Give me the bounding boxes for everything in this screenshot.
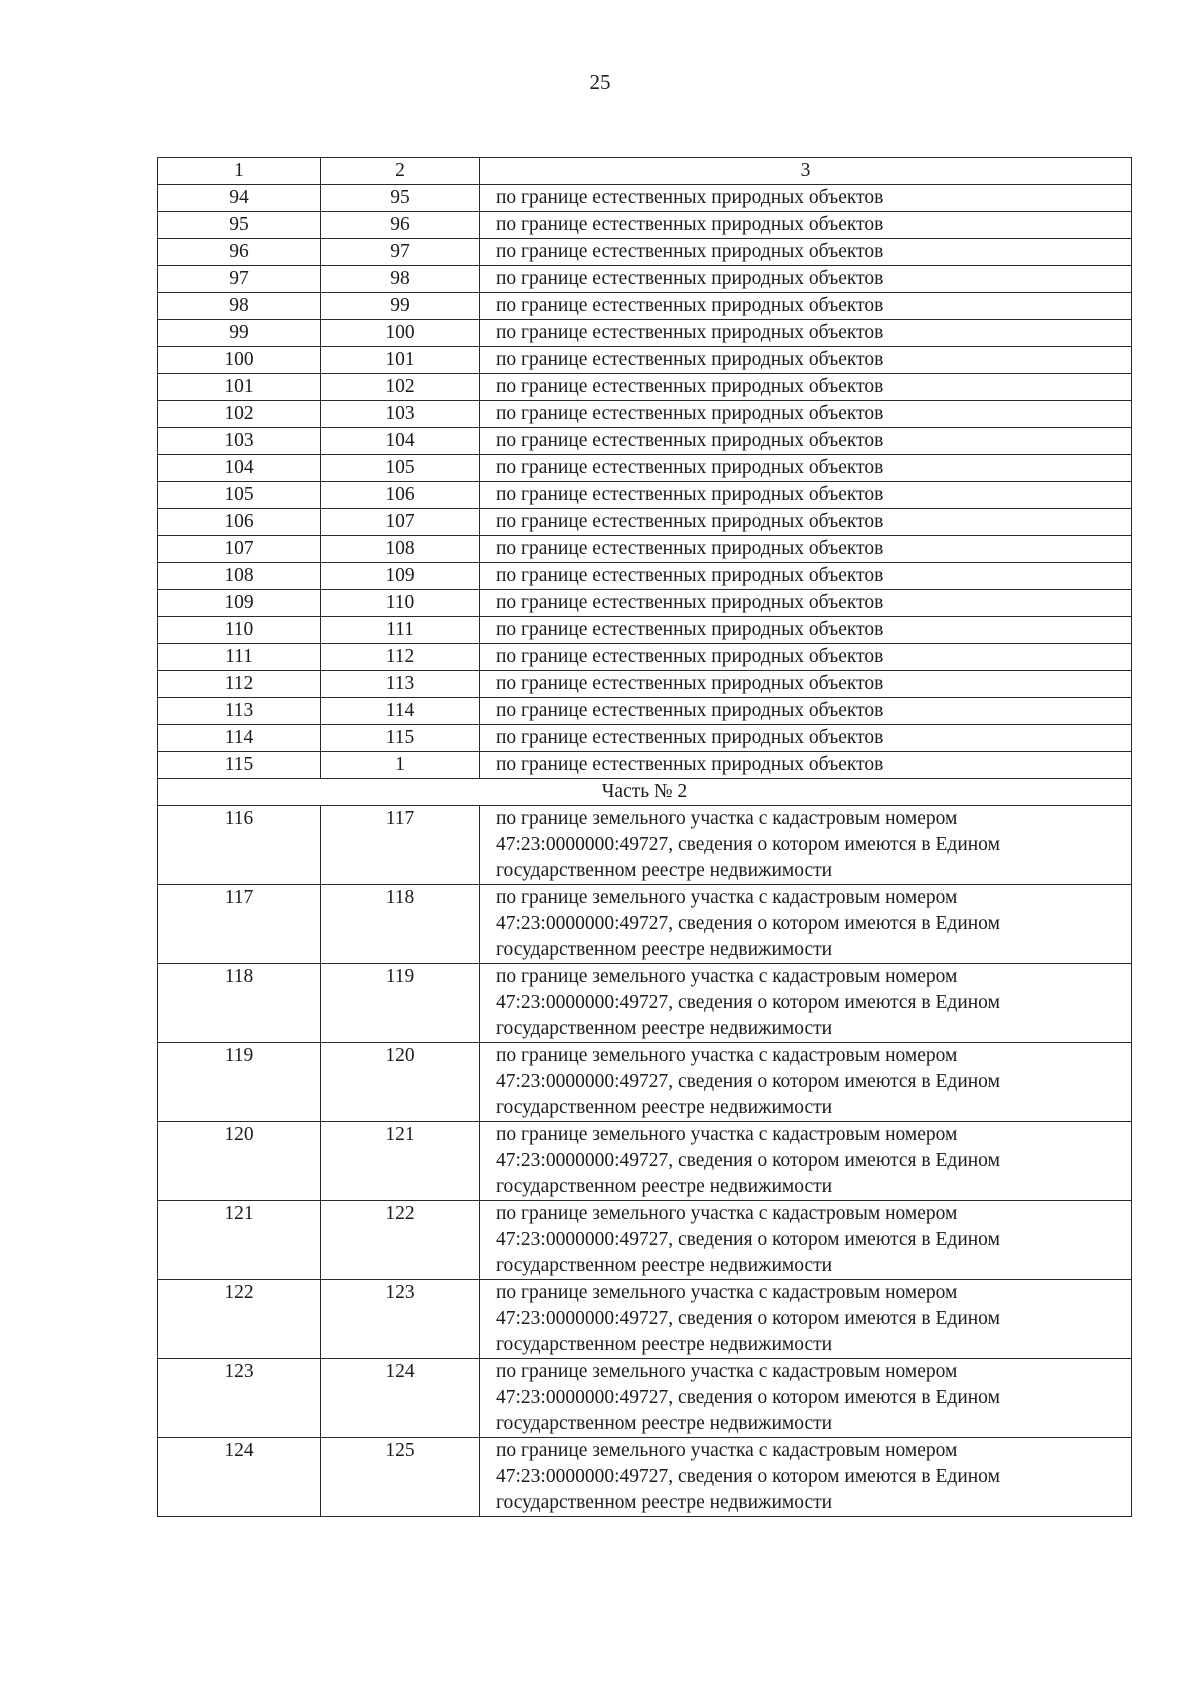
table-row [158, 590, 1132, 617]
point-to: 100 [321, 320, 480, 347]
table-row [158, 617, 1132, 644]
boundary-description: по границе естественных природных объектов [480, 428, 1132, 455]
point-to: 105 [321, 455, 480, 482]
point-from: 100 [158, 347, 321, 374]
description-line: 47:23:0000000:49727, сведения о котором имеются в Едином [496, 1150, 1000, 1171]
description-line: по границе земельного участка с кадастровым номером [496, 808, 958, 829]
boundary-description: по границе естественных природных объектов [480, 374, 1132, 401]
part-heading: Часть № 2 [158, 779, 1132, 806]
point-from: 113 [158, 698, 321, 725]
boundary-description [480, 1359, 1132, 1438]
point-to: 106 [321, 482, 480, 509]
table-row [158, 725, 1132, 752]
point-to: 109 [321, 563, 480, 590]
description-line: государственном реестре недвижимости [496, 1255, 833, 1276]
boundary-description: по границе естественных природных объектов [480, 293, 1132, 320]
point-to: 122 [321, 1201, 480, 1280]
point-to: 117 [321, 806, 480, 885]
description-line: государственном реестре недвижимости [496, 1334, 833, 1355]
description-line: государственном реестре недвижимости [496, 1097, 833, 1118]
point-from: 119 [158, 1043, 321, 1122]
table-row [158, 1280, 1132, 1359]
description-line: по границе земельного участка с кадастровым номером [496, 1124, 958, 1145]
boundary-description: по границе естественных природных объектов [480, 482, 1132, 509]
point-from: 108 [158, 563, 321, 590]
point-from: 116 [158, 806, 321, 885]
boundary-description: по границе естественных природных объектов [480, 509, 1132, 536]
point-from: 117 [158, 885, 321, 964]
boundary-description: по границе естественных природных объектов [480, 671, 1132, 698]
boundary-description [480, 964, 1132, 1043]
boundary-table [157, 157, 1132, 1517]
point-from: 120 [158, 1122, 321, 1201]
table-row [158, 347, 1132, 374]
point-from: 124 [158, 1438, 321, 1517]
description-line: 47:23:0000000:49727, сведения о котором имеются в Едином [496, 1466, 1000, 1487]
boundary-description: по границе естественных природных объектов [480, 698, 1132, 725]
boundary-description: по границе естественных природных объектов [480, 239, 1132, 266]
header-row [158, 158, 1132, 185]
boundary-description: по границе естественных природных объектов [480, 266, 1132, 293]
boundary-description [480, 806, 1132, 885]
point-from: 102 [158, 401, 321, 428]
description-line: по границе земельного участка с кадастровым номером [496, 1282, 958, 1303]
point-to: 115 [321, 725, 480, 752]
description-line: государственном реестре недвижимости [496, 860, 833, 881]
description-line: по границе земельного участка с кадастровым номером [496, 1203, 958, 1224]
point-to: 118 [321, 885, 480, 964]
table-row [158, 239, 1132, 266]
table-row [158, 964, 1132, 1043]
boundary-description: по границе естественных природных объектов [480, 725, 1132, 752]
description-line: по границе земельного участка с кадастровым номером [496, 1440, 958, 1461]
point-to: 124 [321, 1359, 480, 1438]
boundary-description [480, 1122, 1132, 1201]
point-from: 112 [158, 671, 321, 698]
point-from: 94 [158, 185, 321, 212]
page-number: 25 [589, 70, 611, 94]
boundary-description [480, 885, 1132, 964]
description-line: 47:23:0000000:49727, сведения о котором имеются в Едином [496, 834, 1000, 855]
point-to: 123 [321, 1280, 480, 1359]
point-from: 103 [158, 428, 321, 455]
description-line: государственном реестре недвижимости [496, 1176, 833, 1197]
table-row [158, 482, 1132, 509]
header-cell-1: 1 [158, 158, 321, 185]
table-row [158, 1438, 1132, 1517]
point-to: 108 [321, 536, 480, 563]
point-to: 107 [321, 509, 480, 536]
point-from: 107 [158, 536, 321, 563]
description-line: 47:23:0000000:49727, сведения о котором имеются в Едином [496, 992, 1000, 1013]
description-line: 47:23:0000000:49727, сведения о котором имеются в Едином [496, 913, 1000, 934]
boundary-description: по границе естественных природных объектов [480, 644, 1132, 671]
description-line: 47:23:0000000:49727, сведения о котором имеются в Едином [496, 1229, 1000, 1250]
table-row [158, 320, 1132, 347]
table-row [158, 509, 1132, 536]
table-row [158, 1122, 1132, 1201]
boundary-description [480, 1201, 1132, 1280]
boundary-description [480, 1043, 1132, 1122]
table-body [158, 158, 1132, 1517]
point-from: 96 [158, 239, 321, 266]
point-from: 111 [158, 644, 321, 671]
boundary-description [480, 1280, 1132, 1359]
table-row [158, 1201, 1132, 1280]
point-to: 97 [321, 239, 480, 266]
table-row [158, 752, 1132, 779]
point-to: 1 [321, 752, 480, 779]
point-to: 96 [321, 212, 480, 239]
table-row [158, 885, 1132, 964]
boundary-description: по границе естественных природных объектов [480, 536, 1132, 563]
boundary-description: по границе естественных природных объектов [480, 590, 1132, 617]
point-from: 106 [158, 509, 321, 536]
boundary-description: по границе естественных природных объектов [480, 401, 1132, 428]
table-row [158, 293, 1132, 320]
description-line: 47:23:0000000:49727, сведения о котором имеются в Едином [496, 1387, 1000, 1408]
part-heading-row [158, 779, 1132, 806]
table-row [158, 1043, 1132, 1122]
boundary-description: по границе естественных природных объектов [480, 455, 1132, 482]
description-line: государственном реестре недвижимости [496, 1413, 833, 1434]
table-row [158, 806, 1132, 885]
table-row [158, 536, 1132, 563]
description-line: государственном реестре недвижимости [496, 1492, 833, 1513]
description-line: 47:23:0000000:49727, сведения о котором имеются в Едином [496, 1071, 1000, 1092]
table-row [158, 644, 1132, 671]
point-to: 112 [321, 644, 480, 671]
point-to: 102 [321, 374, 480, 401]
point-to: 114 [321, 698, 480, 725]
point-from: 105 [158, 482, 321, 509]
boundary-description: по границе естественных природных объектов [480, 563, 1132, 590]
table-row [158, 185, 1132, 212]
description-line: 47:23:0000000:49727, сведения о котором имеются в Едином [496, 1308, 1000, 1329]
point-from: 110 [158, 617, 321, 644]
description-line: по границе земельного участка с кадастровым номером [496, 1361, 958, 1382]
table-row [158, 401, 1132, 428]
point-to: 103 [321, 401, 480, 428]
description-line: по границе земельного участка с кадастровым номером [496, 887, 958, 908]
point-to: 101 [321, 347, 480, 374]
point-to: 121 [321, 1122, 480, 1201]
point-to: 95 [321, 185, 480, 212]
point-from: 122 [158, 1280, 321, 1359]
table-row [158, 266, 1132, 293]
point-from: 95 [158, 212, 321, 239]
point-from: 98 [158, 293, 321, 320]
table-row [158, 1359, 1132, 1438]
boundary-description: по границе естественных природных объектов [480, 320, 1132, 347]
boundary-description: по границе естественных природных объектов [480, 347, 1132, 374]
table-row [158, 212, 1132, 239]
table-row [158, 563, 1132, 590]
table-row [158, 671, 1132, 698]
description-line: по границе земельного участка с кадастровым номером [496, 1045, 958, 1066]
point-from: 97 [158, 266, 321, 293]
point-from: 118 [158, 964, 321, 1043]
point-to: 98 [321, 266, 480, 293]
boundary-description: по границе естественных природных объектов [480, 617, 1132, 644]
point-to: 99 [321, 293, 480, 320]
point-from: 121 [158, 1201, 321, 1280]
boundary-description [480, 1438, 1132, 1517]
point-from: 99 [158, 320, 321, 347]
point-to: 125 [321, 1438, 480, 1517]
description-line: государственном реестре недвижимости [496, 939, 833, 960]
point-to: 113 [321, 671, 480, 698]
point-from: 101 [158, 374, 321, 401]
point-to: 120 [321, 1043, 480, 1122]
point-from: 123 [158, 1359, 321, 1438]
boundary-description: по границе естественных природных объектов [480, 185, 1132, 212]
description-line: по границе земельного участка с кадастровым номером [496, 966, 958, 987]
point-from: 104 [158, 455, 321, 482]
point-to: 110 [321, 590, 480, 617]
table-row [158, 698, 1132, 725]
table-row [158, 428, 1132, 455]
boundary-description: по границе естественных природных объектов [480, 752, 1132, 779]
table-row [158, 455, 1132, 482]
point-to: 119 [321, 964, 480, 1043]
header-cell-2: 2 [321, 158, 480, 185]
point-from: 115 [158, 752, 321, 779]
point-to: 111 [321, 617, 480, 644]
boundary-description: по границе естественных природных объектов [480, 212, 1132, 239]
point-from: 109 [158, 590, 321, 617]
header-cell-3: 3 [480, 158, 1132, 185]
point-to: 104 [321, 428, 480, 455]
table-row [158, 374, 1132, 401]
description-line: государственном реестре недвижимости [496, 1018, 833, 1039]
point-from: 114 [158, 725, 321, 752]
